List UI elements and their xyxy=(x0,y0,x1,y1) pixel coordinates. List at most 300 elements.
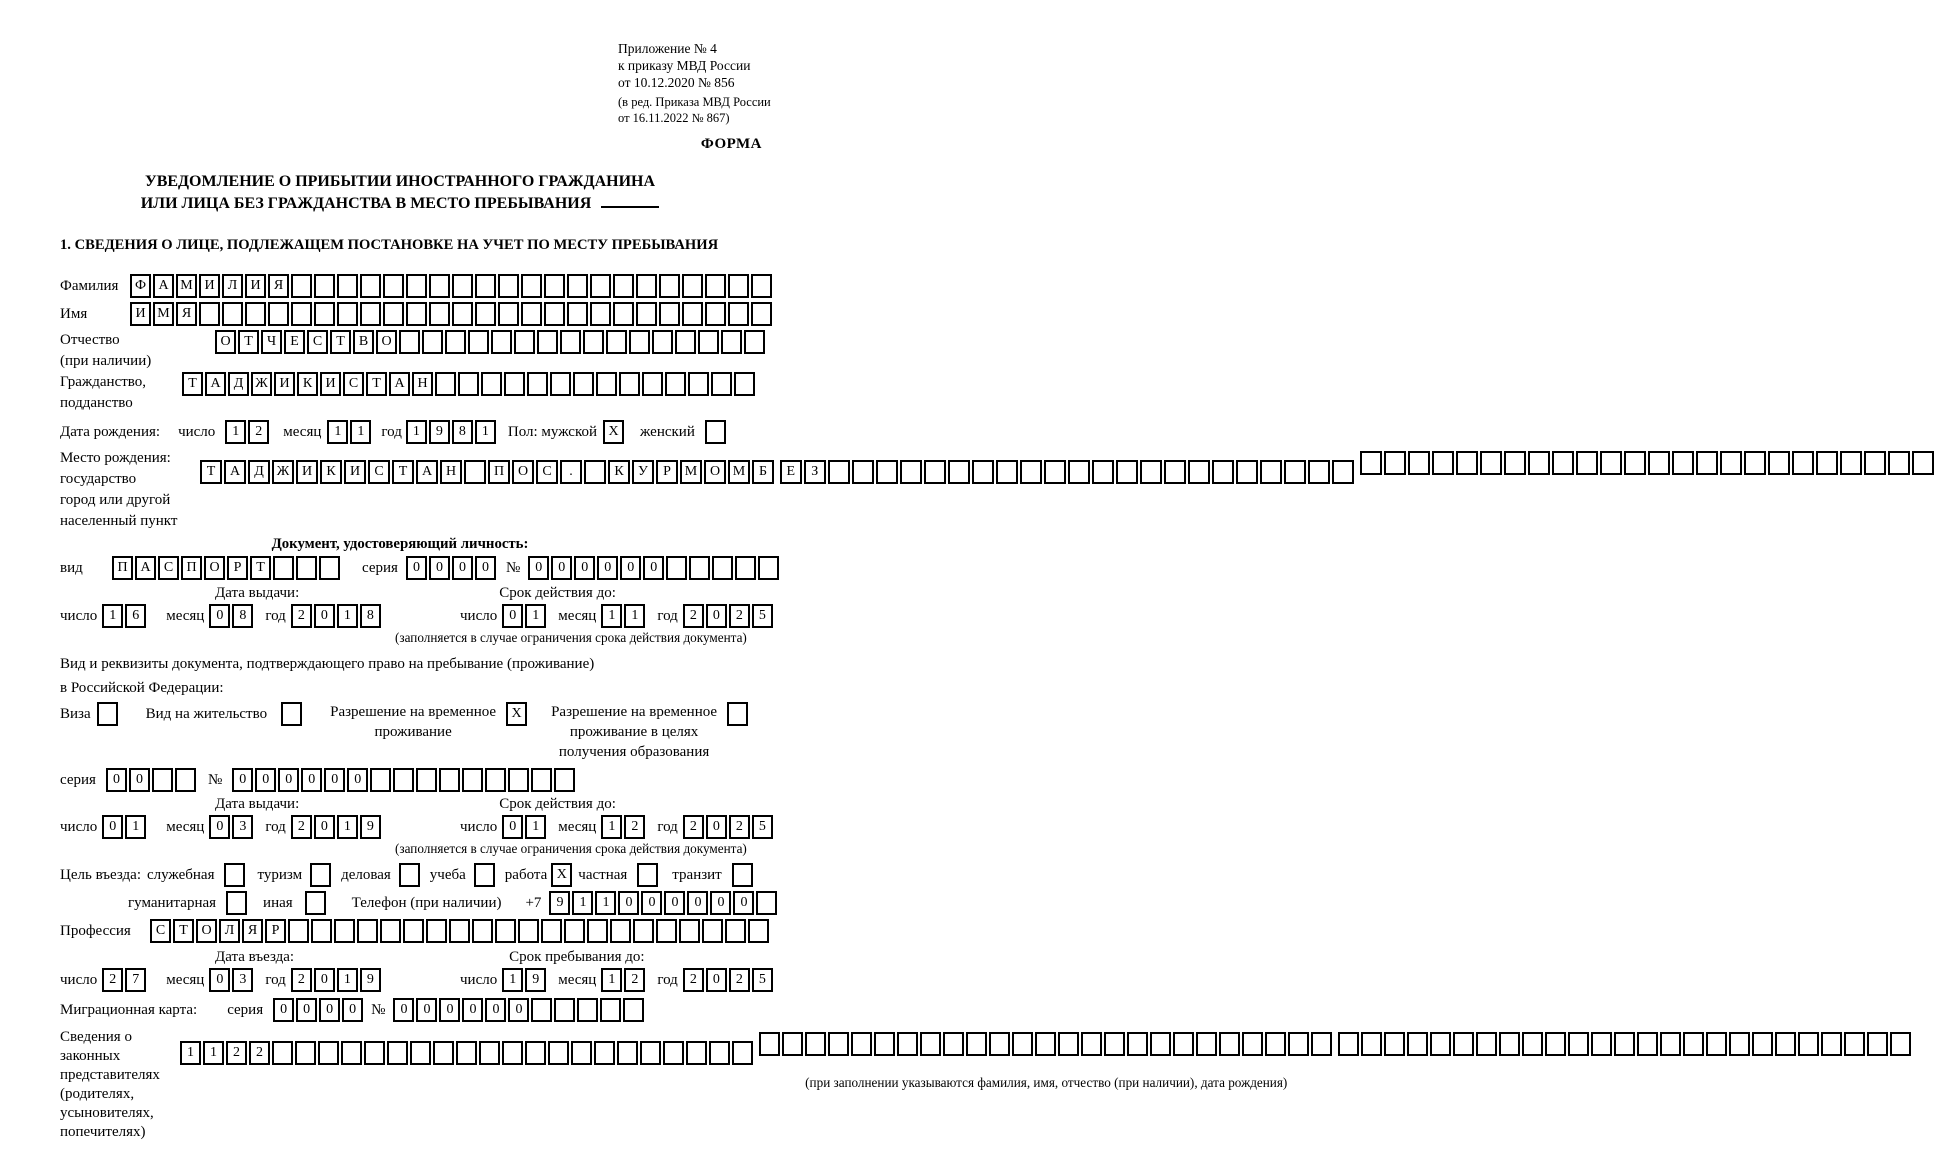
char-box[interactable] xyxy=(380,919,401,943)
checkbox-cell[interactable] xyxy=(97,702,118,726)
char-box[interactable] xyxy=(452,302,473,326)
char-box[interactable] xyxy=(758,556,779,580)
char-box[interactable] xyxy=(744,330,765,354)
char-box[interactable] xyxy=(531,768,552,792)
char-box[interactable]: 1 xyxy=(327,420,348,444)
char-box[interactable] xyxy=(479,1041,500,1065)
char-box[interactable] xyxy=(759,1032,780,1056)
char-box[interactable] xyxy=(337,274,358,298)
char-box[interactable]: 3 xyxy=(232,815,253,839)
char-box[interactable] xyxy=(1729,1032,1750,1056)
char-box[interactable] xyxy=(1265,1032,1286,1056)
char-box[interactable]: 0 xyxy=(706,968,727,992)
char-box[interactable]: Т xyxy=(173,919,194,943)
char-box[interactable]: 7 xyxy=(125,968,146,992)
char-box[interactable] xyxy=(399,330,420,354)
char-box[interactable] xyxy=(537,330,558,354)
char-box[interactable] xyxy=(1116,460,1138,484)
char-box[interactable] xyxy=(429,302,450,326)
char-box[interactable] xyxy=(666,556,687,580)
char-box[interactable] xyxy=(1522,1032,1543,1056)
char-box[interactable] xyxy=(636,274,657,298)
char-box[interactable] xyxy=(416,768,437,792)
char-box[interactable] xyxy=(1150,1032,1171,1056)
char-box[interactable] xyxy=(613,302,634,326)
char-box[interactable]: 2 xyxy=(291,815,312,839)
char-box[interactable]: А xyxy=(153,274,174,298)
char-box[interactable] xyxy=(514,330,535,354)
char-box[interactable]: 0 xyxy=(475,556,496,580)
char-box[interactable]: 0 xyxy=(209,604,230,628)
checkbox-cell[interactable]: X xyxy=(506,702,527,726)
char-box[interactable]: В xyxy=(353,330,374,354)
char-box[interactable]: Т xyxy=(200,460,222,484)
char-box[interactable] xyxy=(288,919,309,943)
checkbox-cell[interactable] xyxy=(399,863,420,887)
char-box[interactable]: 0 xyxy=(416,998,437,1022)
char-box[interactable] xyxy=(406,274,427,298)
char-box[interactable]: 0 xyxy=(710,891,731,915)
char-box[interactable] xyxy=(1660,1032,1681,1056)
char-box[interactable] xyxy=(682,302,703,326)
checkbox-cell[interactable] xyxy=(474,863,495,887)
char-box[interactable] xyxy=(1752,1032,1773,1056)
char-box[interactable]: 1 xyxy=(180,1041,201,1065)
char-box[interactable] xyxy=(948,460,970,484)
char-box[interactable]: 0 xyxy=(393,998,414,1022)
char-box[interactable]: 2 xyxy=(683,604,704,628)
char-box[interactable] xyxy=(273,556,294,580)
char-box[interactable] xyxy=(1219,1032,1240,1056)
char-box[interactable]: Ф xyxy=(130,274,151,298)
char-box[interactable]: Ж xyxy=(272,460,294,484)
char-box[interactable] xyxy=(629,330,650,354)
char-box[interactable] xyxy=(1591,1032,1612,1056)
char-box[interactable] xyxy=(199,302,220,326)
char-box[interactable] xyxy=(498,274,519,298)
char-box[interactable] xyxy=(1648,451,1670,475)
char-box[interactable]: 1 xyxy=(525,815,546,839)
char-box[interactable]: 2 xyxy=(226,1041,247,1065)
char-box[interactable]: 2 xyxy=(248,420,269,444)
char-box[interactable]: С xyxy=(536,460,558,484)
char-box[interactable]: 8 xyxy=(232,604,253,628)
char-box[interactable]: 2 xyxy=(683,968,704,992)
char-box[interactable] xyxy=(1338,1032,1359,1056)
char-box[interactable] xyxy=(485,768,506,792)
checkbox-cell[interactable] xyxy=(224,863,245,887)
char-box[interactable]: Д xyxy=(228,372,249,396)
char-box[interactable]: Т xyxy=(250,556,271,580)
char-box[interactable]: 1 xyxy=(601,604,622,628)
char-box[interactable] xyxy=(665,372,686,396)
char-box[interactable] xyxy=(295,1041,316,1065)
char-box[interactable] xyxy=(1012,1032,1033,1056)
char-box[interactable] xyxy=(439,768,460,792)
char-box[interactable]: 1 xyxy=(624,604,645,628)
char-box[interactable]: Н xyxy=(440,460,462,484)
char-box[interactable] xyxy=(1236,460,1258,484)
checkbox-cell[interactable]: X xyxy=(551,863,572,887)
char-box[interactable] xyxy=(360,302,381,326)
char-box[interactable]: 5 xyxy=(752,815,773,839)
char-box[interactable] xyxy=(705,302,726,326)
char-box[interactable] xyxy=(734,372,755,396)
char-box[interactable]: 0 xyxy=(597,556,618,580)
checkbox-cell[interactable] xyxy=(732,863,753,887)
char-box[interactable] xyxy=(689,556,710,580)
char-box[interactable]: 2 xyxy=(729,968,750,992)
char-box[interactable]: А xyxy=(389,372,410,396)
char-box[interactable]: 2 xyxy=(624,815,645,839)
char-box[interactable] xyxy=(577,998,598,1022)
char-box[interactable] xyxy=(613,274,634,298)
char-box[interactable] xyxy=(652,330,673,354)
char-box[interactable] xyxy=(725,919,746,943)
checkbox-cell[interactable] xyxy=(705,420,726,444)
char-box[interactable] xyxy=(541,919,562,943)
char-box[interactable] xyxy=(590,302,611,326)
char-box[interactable]: 2 xyxy=(291,604,312,628)
char-box[interactable] xyxy=(1576,451,1598,475)
char-box[interactable] xyxy=(1173,1032,1194,1056)
char-box[interactable] xyxy=(458,372,479,396)
char-box[interactable] xyxy=(1288,1032,1309,1056)
char-box[interactable]: 0 xyxy=(452,556,473,580)
char-box[interactable] xyxy=(1140,460,1162,484)
char-box[interactable] xyxy=(1058,1032,1079,1056)
char-box[interactable] xyxy=(544,274,565,298)
char-box[interactable]: 0 xyxy=(347,768,368,792)
char-box[interactable] xyxy=(682,274,703,298)
char-box[interactable]: 0 xyxy=(733,891,754,915)
char-box[interactable] xyxy=(712,556,733,580)
char-box[interactable]: И xyxy=(130,302,151,326)
char-box[interactable] xyxy=(1332,460,1354,484)
char-box[interactable] xyxy=(610,919,631,943)
char-box[interactable] xyxy=(659,274,680,298)
char-box[interactable]: . xyxy=(560,460,582,484)
char-box[interactable] xyxy=(433,1041,454,1065)
char-box[interactable] xyxy=(686,1041,707,1065)
char-box[interactable]: 0 xyxy=(508,998,529,1022)
char-box[interactable] xyxy=(564,919,585,943)
char-box[interactable]: 9 xyxy=(549,891,570,915)
char-box[interactable]: М xyxy=(728,460,750,484)
char-box[interactable] xyxy=(452,274,473,298)
char-box[interactable] xyxy=(1545,1032,1566,1056)
char-box[interactable]: 0 xyxy=(319,998,340,1022)
char-box[interactable] xyxy=(341,1041,362,1065)
char-box[interactable]: 6 xyxy=(125,604,146,628)
char-box[interactable] xyxy=(705,274,726,298)
char-box[interactable] xyxy=(1867,1032,1888,1056)
char-box[interactable] xyxy=(756,891,777,915)
char-box[interactable]: Т xyxy=(392,460,414,484)
char-box[interactable] xyxy=(1696,451,1718,475)
char-box[interactable]: 1 xyxy=(525,604,546,628)
char-box[interactable]: И xyxy=(320,372,341,396)
char-box[interactable]: И xyxy=(245,274,266,298)
char-box[interactable] xyxy=(495,919,516,943)
char-box[interactable]: И xyxy=(344,460,366,484)
char-box[interactable] xyxy=(383,274,404,298)
char-box[interactable] xyxy=(728,302,749,326)
char-box[interactable] xyxy=(567,302,588,326)
char-box[interactable] xyxy=(435,372,456,396)
char-box[interactable] xyxy=(296,556,317,580)
char-box[interactable] xyxy=(702,919,723,943)
char-box[interactable]: Р xyxy=(656,460,678,484)
char-box[interactable]: А xyxy=(224,460,246,484)
char-box[interactable]: Е xyxy=(284,330,305,354)
char-box[interactable]: 0 xyxy=(209,815,230,839)
char-box[interactable]: У xyxy=(632,460,654,484)
char-box[interactable] xyxy=(1092,460,1114,484)
char-box[interactable] xyxy=(1504,451,1526,475)
char-box[interactable] xyxy=(623,998,644,1022)
char-box[interactable]: Б xyxy=(752,460,774,484)
char-box[interactable]: 0 xyxy=(641,891,662,915)
char-box[interactable] xyxy=(567,274,588,298)
char-box[interactable] xyxy=(748,919,769,943)
char-box[interactable] xyxy=(1384,451,1406,475)
char-box[interactable]: З xyxy=(804,460,826,484)
char-box[interactable] xyxy=(594,1041,615,1065)
char-box[interactable] xyxy=(663,1041,684,1065)
char-box[interactable]: 0 xyxy=(706,815,727,839)
char-box[interactable]: Я xyxy=(242,919,263,943)
char-box[interactable] xyxy=(364,1041,385,1065)
char-box[interactable]: 1 xyxy=(406,420,427,444)
char-box[interactable] xyxy=(1476,1032,1497,1056)
char-box[interactable]: К xyxy=(608,460,630,484)
char-box[interactable]: 1 xyxy=(102,604,123,628)
char-box[interactable]: 9 xyxy=(429,420,450,444)
char-box[interactable]: 0 xyxy=(551,556,572,580)
char-box[interactable]: Л xyxy=(219,919,240,943)
char-box[interactable] xyxy=(175,768,196,792)
char-box[interactable]: 0 xyxy=(485,998,506,1022)
char-box[interactable] xyxy=(1456,451,1478,475)
char-box[interactable] xyxy=(498,302,519,326)
char-box[interactable]: 0 xyxy=(687,891,708,915)
char-box[interactable]: 0 xyxy=(255,768,276,792)
char-box[interactable]: 0 xyxy=(706,604,727,628)
char-box[interactable] xyxy=(1672,451,1694,475)
char-box[interactable]: Ж xyxy=(251,372,272,396)
char-box[interactable]: 1 xyxy=(337,604,358,628)
char-box[interactable] xyxy=(943,1032,964,1056)
char-box[interactable]: М xyxy=(153,302,174,326)
char-box[interactable] xyxy=(1792,451,1814,475)
char-box[interactable]: Н xyxy=(412,372,433,396)
char-box[interactable]: 0 xyxy=(439,998,460,1022)
char-box[interactable] xyxy=(1864,451,1886,475)
char-box[interactable] xyxy=(600,998,621,1022)
char-box[interactable]: М xyxy=(680,460,702,484)
char-box[interactable] xyxy=(314,302,335,326)
char-box[interactable] xyxy=(1212,460,1234,484)
char-box[interactable] xyxy=(851,1032,872,1056)
char-box[interactable] xyxy=(383,302,404,326)
char-box[interactable] xyxy=(550,372,571,396)
char-box[interactable]: Я xyxy=(176,302,197,326)
char-box[interactable]: 0 xyxy=(574,556,595,580)
char-box[interactable] xyxy=(508,768,529,792)
char-box[interactable]: 0 xyxy=(106,768,127,792)
char-box[interactable] xyxy=(1430,1032,1451,1056)
char-box[interactable] xyxy=(456,1041,477,1065)
char-box[interactable] xyxy=(876,460,898,484)
char-box[interactable] xyxy=(642,372,663,396)
char-box[interactable]: О xyxy=(215,330,236,354)
char-box[interactable] xyxy=(698,330,719,354)
char-box[interactable] xyxy=(357,919,378,943)
char-box[interactable] xyxy=(590,274,611,298)
char-box[interactable] xyxy=(1552,451,1574,475)
char-box[interactable]: Р xyxy=(265,919,286,943)
char-box[interactable]: 0 xyxy=(232,768,253,792)
char-box[interactable]: С xyxy=(150,919,171,943)
char-box[interactable]: С xyxy=(343,372,364,396)
char-box[interactable] xyxy=(1242,1032,1263,1056)
char-box[interactable] xyxy=(751,302,772,326)
char-box[interactable] xyxy=(1432,451,1454,475)
char-box[interactable] xyxy=(521,274,542,298)
char-box[interactable] xyxy=(449,919,470,943)
char-box[interactable]: И xyxy=(199,274,220,298)
char-box[interactable] xyxy=(502,1041,523,1065)
char-box[interactable]: 9 xyxy=(360,815,381,839)
char-box[interactable] xyxy=(1768,451,1790,475)
char-box[interactable] xyxy=(1044,460,1066,484)
char-box[interactable] xyxy=(1196,1032,1217,1056)
char-box[interactable]: Т xyxy=(238,330,259,354)
char-box[interactable]: О xyxy=(204,556,225,580)
char-box[interactable] xyxy=(617,1041,638,1065)
char-box[interactable] xyxy=(518,919,539,943)
char-box[interactable] xyxy=(688,372,709,396)
char-box[interactable] xyxy=(268,302,289,326)
char-box[interactable] xyxy=(966,1032,987,1056)
char-box[interactable] xyxy=(464,460,486,484)
char-box[interactable]: 0 xyxy=(129,768,150,792)
char-box[interactable]: 1 xyxy=(350,420,371,444)
char-box[interactable]: 3 xyxy=(232,968,253,992)
char-box[interactable]: 2 xyxy=(624,968,645,992)
char-box[interactable]: 0 xyxy=(502,815,523,839)
char-box[interactable] xyxy=(583,330,604,354)
char-box[interactable] xyxy=(573,372,594,396)
char-box[interactable]: 0 xyxy=(314,604,335,628)
char-box[interactable]: 1 xyxy=(337,815,358,839)
char-box[interactable]: С xyxy=(368,460,390,484)
char-box[interactable] xyxy=(544,302,565,326)
checkbox-cell[interactable] xyxy=(281,702,302,726)
char-box[interactable] xyxy=(728,274,749,298)
char-box[interactable]: 9 xyxy=(360,968,381,992)
char-box[interactable] xyxy=(619,372,640,396)
char-box[interactable] xyxy=(1361,1032,1382,1056)
char-box[interactable]: 1 xyxy=(203,1041,224,1065)
char-box[interactable] xyxy=(1407,1032,1428,1056)
char-box[interactable] xyxy=(989,1032,1010,1056)
char-box[interactable]: И xyxy=(296,460,318,484)
char-box[interactable] xyxy=(1360,451,1382,475)
char-box[interactable] xyxy=(525,1041,546,1065)
checkbox-cell[interactable]: X xyxy=(603,420,624,444)
char-box[interactable]: Ч xyxy=(261,330,282,354)
char-box[interactable] xyxy=(472,919,493,943)
char-box[interactable]: 1 xyxy=(595,891,616,915)
char-box[interactable] xyxy=(1720,451,1742,475)
char-box[interactable] xyxy=(1844,1032,1865,1056)
char-box[interactable] xyxy=(606,330,627,354)
char-box[interactable] xyxy=(633,919,654,943)
char-box[interactable] xyxy=(920,1032,941,1056)
char-box[interactable]: 0 xyxy=(664,891,685,915)
char-box[interactable]: 2 xyxy=(291,968,312,992)
char-box[interactable]: 0 xyxy=(296,998,317,1022)
char-box[interactable] xyxy=(1020,460,1042,484)
char-box[interactable] xyxy=(481,372,502,396)
char-box[interactable]: 1 xyxy=(502,968,523,992)
char-box[interactable] xyxy=(468,330,489,354)
char-box[interactable] xyxy=(426,919,447,943)
char-box[interactable] xyxy=(1706,1032,1727,1056)
char-box[interactable] xyxy=(897,1032,918,1056)
char-box[interactable] xyxy=(334,919,355,943)
char-box[interactable]: П xyxy=(488,460,510,484)
char-box[interactable] xyxy=(1164,460,1186,484)
char-box[interactable]: Р xyxy=(227,556,248,580)
char-box[interactable] xyxy=(406,302,427,326)
char-box[interactable] xyxy=(393,768,414,792)
char-box[interactable]: А xyxy=(416,460,438,484)
char-box[interactable]: 8 xyxy=(360,604,381,628)
char-box[interactable] xyxy=(1637,1032,1658,1056)
char-box[interactable]: С xyxy=(307,330,328,354)
char-box[interactable]: Д xyxy=(248,460,270,484)
char-box[interactable] xyxy=(1453,1032,1474,1056)
char-box[interactable]: 8 xyxy=(452,420,473,444)
char-box[interactable] xyxy=(782,1032,803,1056)
char-box[interactable] xyxy=(640,1041,661,1065)
char-box[interactable] xyxy=(475,302,496,326)
char-box[interactable]: 2 xyxy=(729,604,750,628)
char-box[interactable] xyxy=(1744,451,1766,475)
char-box[interactable] xyxy=(709,1041,730,1065)
char-box[interactable] xyxy=(521,302,542,326)
char-box[interactable]: 0 xyxy=(301,768,322,792)
char-box[interactable]: 0 xyxy=(314,815,335,839)
char-box[interactable]: 0 xyxy=(324,768,345,792)
char-box[interactable] xyxy=(1311,1032,1332,1056)
char-box[interactable] xyxy=(1624,451,1646,475)
char-box[interactable]: О xyxy=(196,919,217,943)
char-box[interactable] xyxy=(291,302,312,326)
char-box[interactable] xyxy=(311,919,332,943)
char-box[interactable] xyxy=(1600,451,1622,475)
char-box[interactable] xyxy=(924,460,946,484)
char-box[interactable]: О xyxy=(704,460,726,484)
char-box[interactable] xyxy=(462,768,483,792)
char-box[interactable] xyxy=(491,330,512,354)
char-box[interactable] xyxy=(874,1032,895,1056)
char-box[interactable] xyxy=(587,919,608,943)
char-box[interactable]: О xyxy=(512,460,534,484)
